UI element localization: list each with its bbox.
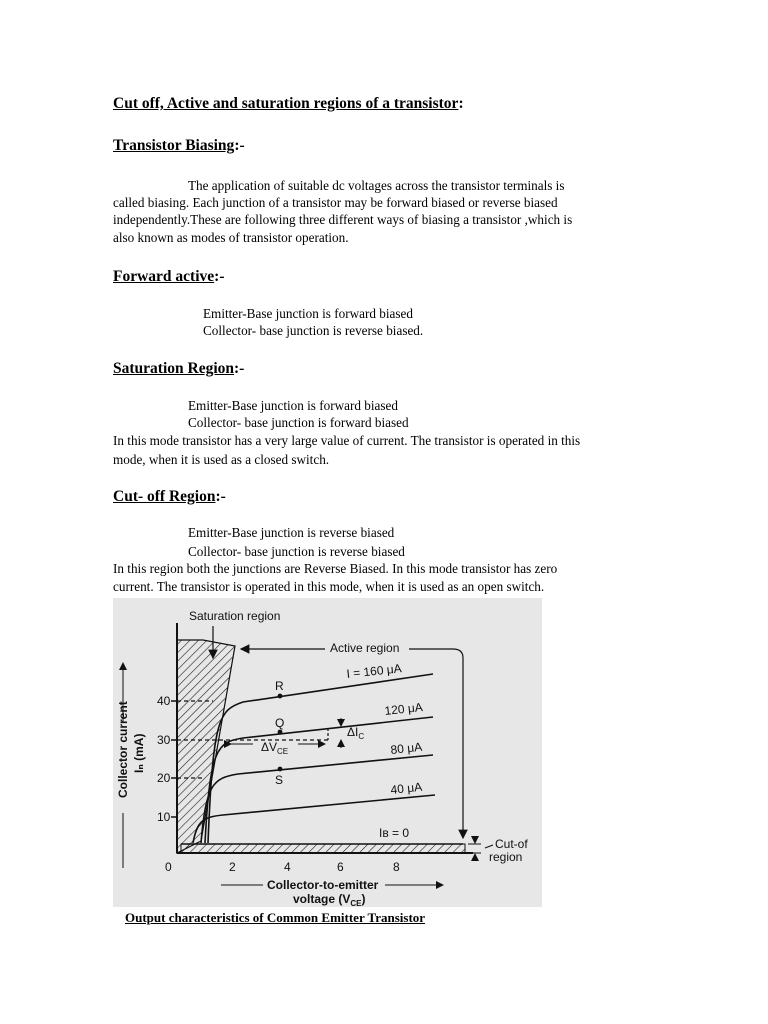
cutoff-desc-2: current. The transistor is operated in this mode, when it is used as an open switch. [113,579,545,594]
heading-forward-active: Forward active:- [113,268,225,285]
saturation-desc-2: mode, when it is used as a closed switch. [113,452,330,467]
y-tick-10: 10 [157,810,171,824]
y-axis-unit: Iₙ (mA) [132,733,146,773]
cutoff-label-1: Cut-of [495,837,528,851]
y-tick-30: 30 [157,733,171,747]
output-characteristics-diagram [113,598,542,907]
heading-cutoff-region: Cut- off Region:- [113,488,226,505]
biasing-line-3: independently.These are following three different ways of biasing a transistor ,which is [113,212,573,227]
curve-label-80: 80 μA [389,739,423,757]
point-q-label: Q [275,716,285,730]
cutoff-line-2: Collector- base junction is reverse biased [188,544,405,559]
x-tick-8: 8 [393,860,400,874]
x-tick-4: 4 [284,860,291,874]
cutoff-hatch [181,844,465,853]
curve-label-0: Iʙ = 0 [379,826,410,840]
x-tick-2: 2 [229,860,236,874]
curve-label-160: I = 160 μA [345,661,403,681]
x-tick-6: 6 [337,860,344,874]
point-s-label: S [275,773,284,787]
cutoff-desc-1: In this region both the junctions are Reverse Biased. In this mode transistor has zero [113,561,558,576]
delta-vce-label: $\Delta V_{CE}$ [261,740,289,756]
biasing-line-2: called biasing. Each junction of a transistor may be forward biased or reverse biased [113,195,558,210]
point-r-label: R [275,679,284,693]
curve-ib-120 [205,717,433,843]
y-axis-label: Collector current [116,701,130,798]
page-title: Cut off, Active and saturation regions of a transistor: [113,95,464,112]
heading-saturation-region: Saturation Region:- [113,360,245,377]
forward-active-line-1: Emitter-Base junction is forward biased [203,306,413,321]
cutoff-line-1: Emitter-Base junction is reverse biased [188,525,395,540]
delta-ic-label: $\Delta I_C$ [347,725,365,741]
biasing-line-4: also known as modes of transistor operation. [113,230,349,245]
x-axis-label-2: voltage $(V_{CE})$ [293,892,366,907]
saturation-line-1: Emitter-Base junction is forward biased [188,398,398,413]
x-axis-label-1: Collector-to-emitter [267,878,379,892]
point-r [278,694,283,699]
cutoff-label-2: region [489,850,523,864]
biasing-line-1: The application of suitable dc voltages across the transistor terminals is [188,178,565,193]
y-tick-40: 40 [157,694,171,708]
active-region-label: Active region [330,641,400,655]
curve-label-120: 120 μA [383,700,424,718]
point-q [278,730,283,735]
saturation-region-label: Saturation region [189,609,281,623]
saturation-line-2: Collector- base junction is forward biased [188,415,409,430]
saturation-desc-1: In this mode transistor has a very large value of current. The transistor is operated in this [113,433,581,448]
x-tick-0: 0 [165,860,172,874]
figure-caption: Output characteristics of Common Emitter Transistor [125,910,426,925]
curve-label-40: 40 μA [389,779,423,797]
y-tick-20: 20 [157,771,171,785]
output-characteristics-figure [113,598,542,907]
forward-active-line-2: Collector- base junction is reverse biased. [203,323,424,338]
heading-transistor-biasing: Transistor Biasing:- [113,137,245,154]
point-s [278,767,283,772]
